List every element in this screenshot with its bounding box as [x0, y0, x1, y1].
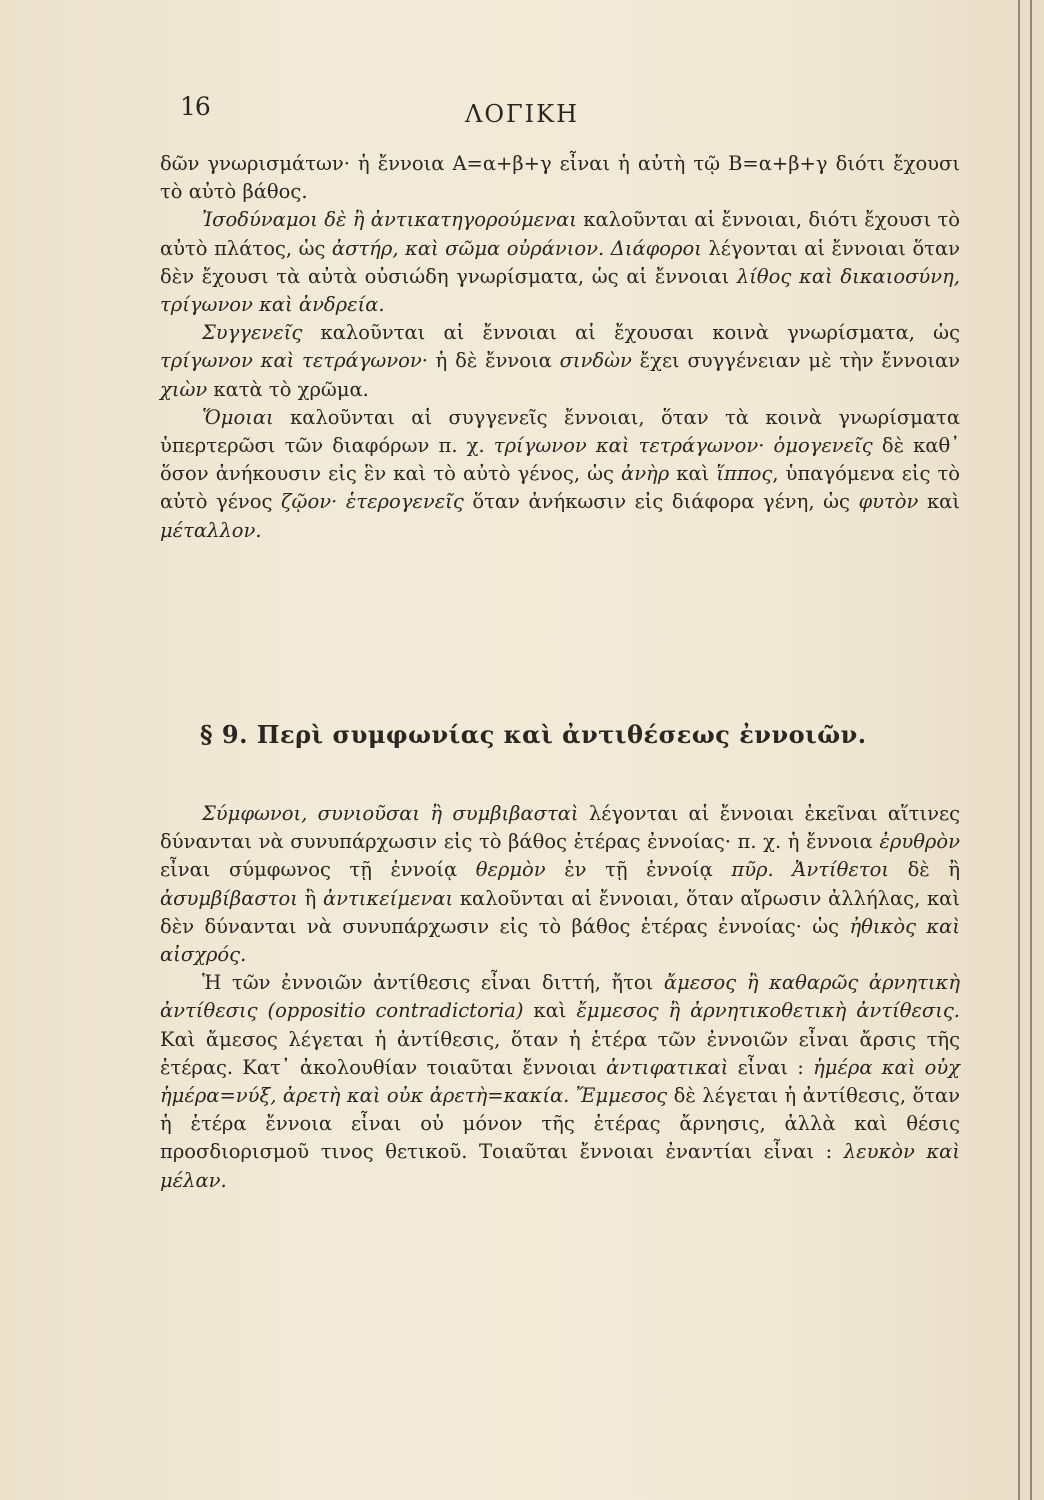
- running-title: ΛΟΓΙΚΗ: [465, 100, 579, 128]
- section-heading: § 9. Περὶ συμφωνίας καὶ ἀντιθέσεως ἐννοιῶν.: [200, 720, 867, 749]
- paragraph-antithesis: Ἡ τῶν ἐννοιῶν ἀντίθεσις εἶναι διττή, ἤτοι ἄμεσος ἢ καθαρῶς ἀρνητικὴ ἀντίθεσις (oppositio contradictoria) καὶ ἔμμεσος ἢ ἀρνητικοθετικὴ ἀντίθεσις. Καὶ ἄμεσος λέγεται ἡ ἀντίθεσις, ὅταν ἡ ἑτέρα τῶν ἐννοιῶν εἶναι ἄρσις τῆς ἑτέρας. Κατ᾽ ἀκολουθίαν τοιαῦται ἔννοιαι ἀντιφατικαὶ εἶναι : ἡμέρα καὶ οὐχ ἡμέρα=νύξ, ἀρετὴ καὶ οὐκ ἀρετὴ=κακία. Ἔμμεσος δὲ λέγεται ἡ ἀντίθεσις, ὅταν ἡ ἑτέρα ἔννοια εἶναι οὐ μόνον τῆς ἑτέρας ἄρνησις, ἀλλὰ καὶ θέσις προσδιορισμοῦ τινος θετικοῦ. Τοιαῦται ἔννοιαι ἐναντίαι εἶναι : λευκὸν καὶ μέλαν.: [160, 971, 960, 1192]
- page-number: 16: [180, 92, 210, 121]
- paragraph-syggeneis: Συγγενεῖς καλοῦνται αἱ ἔννοιαι αἱ ἔχουσαι κοινὰ γνωρίσματα, ὡς τρίγωνον καὶ τετράγωνον· ἡ δὲ ἔννοια σινδὼν ἔχει συγγένειαν μὲ τὴν ἔννοιαν χιὼν κατὰ τὸ χρῶμα.: [160, 321, 961, 401]
- page-edge-line: [1030, 0, 1032, 1500]
- page-edge-line: [1018, 0, 1020, 1500]
- paragraph-isodynamoi: Ἰσοδύναμοι δὲ ἢ ἀντικατηγορούμεναι καλοῦνται αἱ ἔννοιαι, διότι ἔχουσι τὸ αὐτὸ πλάτος, ὡς ἀστήρ, καὶ σῶμα οὐράνιον. Διάφοροι λέγονται αἱ ἔννοιαι ὅταν δὲν ἔχουσι τὰ αὐτὰ οὐσιώδη γνωρίσματα, ὡς αἱ ἔννοιαι λίθος καὶ δικαιοσύνη, τρίγωνον καὶ ἀνδρεία.: [160, 208, 960, 317]
- paragraph-continuation: δῶν γνωρισμάτων· ἡ ἔννοια Α=α+β+γ εἶναι ἡ αὐτὴ τῷ Β=α+β+γ διότι ἔχουσι τὸ αὐτὸ βάθος.: [160, 152, 960, 204]
- page-header: [0, 92, 1044, 132]
- section-1-text: [160, 150, 960, 545]
- paragraph-symphonoi: Σύμφωνοι, συνιοῦσαι ἢ συμβιβασταὶ λέγονται αἱ ἔννοιαι ἐκεῖναι αἵτινες δύνανται νὰ συνυπάρχωσιν εἰς τὸ βάθος ἑτέρας ἐννοίας· π. χ. ἡ ἔννοια ἐρυθρὸν εἶναι σύμφωνος τῇ ἐννοίᾳ θερμὸν ἐν τῇ ἐννοίᾳ πῦρ. Ἀντίθετοι δὲ ἢ ἀσυμβίβαστοι ἢ ἀντικείμεναι καλοῦνται αἱ ἔννοιαι, ὅταν αἴρωσιν ἀλλήλας, καὶ δὲν δύνανται νὰ συνυπάρχωσιν εἰς τὸ βάθος ἑτέρας ἐννοίας· ὡς ἠθικὸς καὶ αἰσχρός.: [160, 802, 960, 967]
- section-2-text: [160, 800, 960, 1195]
- paragraph-homoiai: Ὅμοιαι καλοῦνται αἱ συγγενεῖς ἔννοιαι, ὅταν τὰ κοινὰ γνωρίσματα ὑπερτερῶσι τῶν διαφόρων π. χ. τρίγωνον καὶ τετράγωνον· ὁμογενεῖς δὲ καθ᾽ ὅσον ἀνήκουσιν εἰς ἓν καὶ τὸ αὐτὸ γένος, ὡς ἀνὴρ καὶ ἵππος, ὑπαγόμενα εἰς τὸ αὐτὸ γένος ζῷον· ἑτερογενεῖς ὅταν ἀνήκωσιν εἰς διάφορα γένη, ὡς φυτὸν καὶ μέταλλον.: [160, 405, 960, 542]
